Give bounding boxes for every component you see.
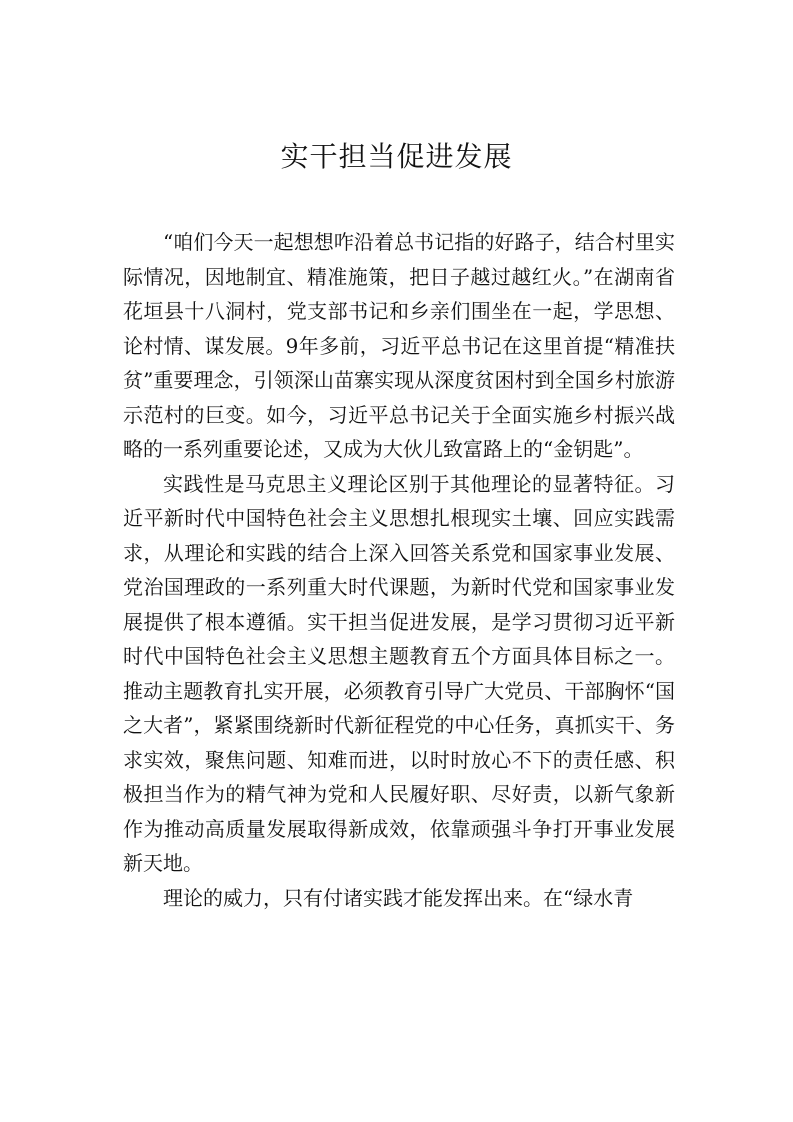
document-title: 实干担当促进发展: [280, 140, 513, 173]
document-body: [123, 225, 675, 915]
paragraph: “咱们今天一起想想咋沿着总书记指的好路子，结合村里实际情况，因地制宜、精准施策，把日子越过越红火。”在湖南省花垣县十八洞村，党支部书记和乡亲们围坐在一起，学思想、论村情、谋发展。9年多前，习近平总书记在这里首提“精准扶贫”重要理念，引领深山苗寨实现从深度贫困村到全国乡村旅游示范村的巨变。如今，习近平总书记关于全面实施乡村振兴战略的一系列重要论述，又成为大伙儿致富路上的“金钥匙”。: [123, 230, 675, 461]
paragraph: 实践性是马克思主义理论区别于其他理论的显著特征。习近平新时代中国特色社会主义思想扎根现实土壤、回应实践需求，从理论和实践的结合上深入回答关系党和国家事业发展、党治国理政的一系列重大时代课题，为新时代党和国家事业发展提供了根本遵循。实干担当促进发展，是学习贯彻习近平新时代中国特色社会主义思想主题教育五个方面具体目标之一。推动主题教育扎实开展，必须教育引导广大党员、干部胸怀“国之大者”，紧紧围绕新时代新征程党的中心任务，真抓实干、务求实效，聚焦问题、知难而进，以时时放心不下的责任感、积极担当作为的精气神为党和人民履好职、尽好责，以新气象新作为推动高质量发展取得新成效，依靠顽强斗争打开事业发展新天地。: [123, 471, 675, 875]
paragraph: 理论的威力，只有付诸实践才能发挥出来。在“绿水青: [163, 885, 634, 910]
